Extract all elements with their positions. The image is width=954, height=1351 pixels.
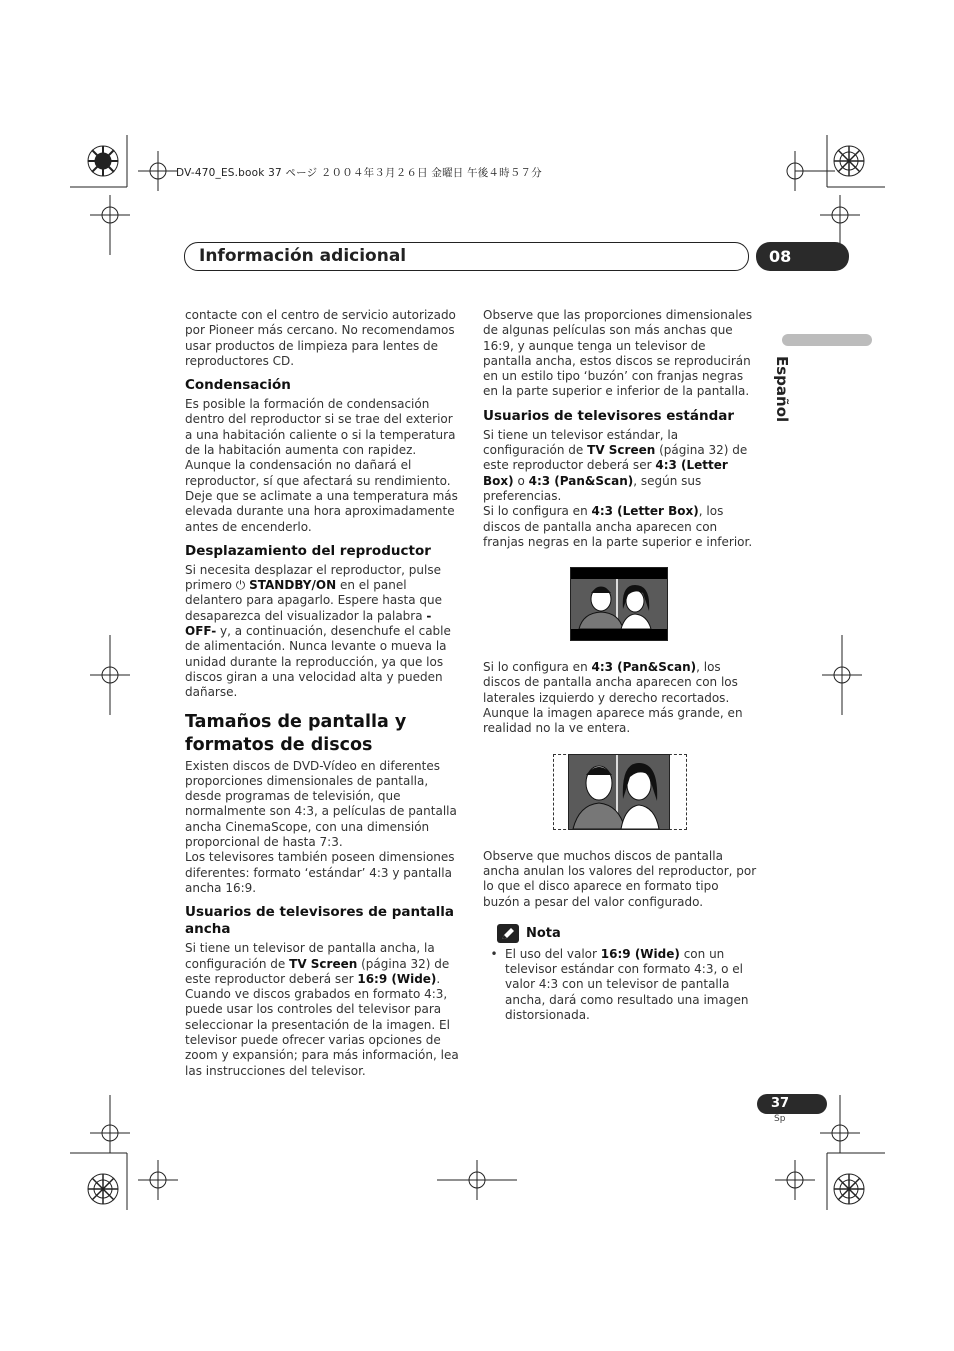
left-column — [185, 308, 460, 1079]
text-run: Si lo configura en — [483, 504, 588, 519]
paragraph-intro: contacte con el centro de servicio autorizado por Pioneer más cercano. No recomendamos usar productos de limpieza para lentes de reproductores CD. — [185, 308, 456, 368]
text-run: o — [517, 473, 525, 488]
registration-mark-left-mid — [90, 635, 130, 715]
note-list-item — [483, 947, 757, 1023]
tv-screen-label: TV Screen — [289, 956, 358, 971]
panscan-label: 4:3 (Pan&Scan) — [591, 660, 697, 675]
paragraph-condensacion: Es posible la formación de condensación dentro del reproductor si se trae del exterior a una habitación caliente o si la temperatura de la habitación aumenta con rapidez. Aunque la condensación no dañará el reproductor, sí que afectará su rendimiento. Deje que se aclimate a una temperatura más elevada durante una hora aproximadamente antes de encenderlo. — [185, 397, 458, 534]
chapter-number-badge: 08 — [756, 242, 849, 271]
page-number: 37 — [757, 1094, 827, 1114]
text-run: y, a continuación, desenchufe el cable de alimentación. Nunca levante o mueva la unidad durante la reproducción, ya que los discos giran a una velocidad alta y pueden dañarse. — [185, 624, 451, 700]
note-title: Nota — [526, 925, 561, 941]
language-label — [769, 356, 799, 436]
paragraph-pantalla-ancha-2: Cuando ve discos grabados en formato 4:3, puede usar los controles del televisor para seleccionar la presentación de la imagen. El televisor puede ofrecer varias opciones de zoom y expansión; para más información, lea las instrucciones del televisor. — [185, 987, 459, 1078]
heading-estandar: Usuarios de televisores estándar — [483, 407, 735, 424]
paragraph-tamanos-1: Existen discos de DVD-Vídeo en diferentes proporciones dimensionales de pantalla, desde programas de televisión, que normalmente son 4:3, a películas de pantalla ancha CinemaScope, con una dimensión proporcional de hasta 7:3. — [185, 758, 457, 850]
text-run: Si lo configura en — [483, 660, 588, 675]
print-header: DV-470_ES.book 37 ページ ２００４年３月２６日 金曜日 午後４時５７分 — [176, 167, 542, 179]
paragraph-estandar — [483, 428, 757, 504]
letterbox-label: 4:3 (Letter Box) — [591, 504, 699, 519]
panscan-illustration — [553, 754, 687, 830]
screen-frame — [568, 754, 670, 830]
power-icon: ⏻ — [235, 578, 246, 593]
paragraph-pantalla-ancha — [185, 941, 460, 987]
registration-mark-right-mid — [822, 635, 862, 715]
heading-desplazamiento: Desplazamiento del reproductor — [185, 542, 431, 559]
section-title-tamanos: Tamaños de pantalla y formatos de discos — [185, 711, 407, 755]
registration-mark-top-left — [70, 135, 210, 255]
letterbox-illustration — [570, 567, 668, 641]
text-run: , los discos de pantalla ancha aparecen con franjas negras en la parte superior e inferior. — [483, 504, 753, 549]
text-run: El uso del valor — [505, 946, 597, 961]
language-label-text: Español — [773, 356, 791, 423]
text-run: , los discos de pantalla ancha aparecen con los laterales izquierdo y derecho recortados. Aunque la imagen aparece más grande, en realidad no la ve entera. — [483, 660, 743, 736]
registration-mark-bottom-left — [70, 1095, 210, 1215]
text-run: Si tiene un televisor estándar, la configuración de — [483, 427, 679, 458]
pencil-note-icon — [497, 924, 519, 943]
standby-label: STANDBY/ON — [249, 578, 337, 593]
couple-image — [571, 579, 667, 629]
registration-mark-top-right — [755, 135, 885, 255]
letterbox-label: 4:3 (Letter Box) — [483, 458, 728, 488]
paragraph-letterbox — [483, 504, 757, 550]
paragraph-anulan: Observe que muchos discos de pantalla ancha anulan los valores del reproductor, por lo que el disco aparece en formato tipo buzón a pesar del valor configurado. — [483, 848, 757, 909]
registration-mark-bottom-center — [437, 1160, 517, 1200]
note-header — [497, 924, 757, 943]
paragraph-panscan — [483, 660, 757, 736]
wide-label: 16:9 (Wide) — [357, 971, 437, 986]
note-text — [505, 947, 757, 1023]
text-run: , según sus preferencias. — [483, 473, 702, 503]
paragraph-observe: Observe que las proporciones dimensionales de algunas películas son más anchas que 16:9, y aunque tenga un televisor de pantalla ancha, estos discos se reproducirán en un estilo tipo ‘buzón’ con franjas negras en la parte superior e inferior de la pantalla. — [483, 308, 753, 399]
wide-label: 16:9 (Wide) — [600, 946, 680, 961]
text-run: Si necesita desplazar el reproductor, pulse primero — [185, 562, 441, 593]
right-column — [483, 308, 757, 1023]
chapter-title: Información adicional — [199, 246, 407, 266]
text-run: (página 32) de este reproductor deberá ser — [483, 443, 748, 473]
text-run: con un televisor estándar con formato 4:3, o el valor 4:3 con un televisor de pantalla ancha, dará como resultado una imagen distorsionada. — [505, 946, 749, 1023]
text-run: (página 32) de este reproductor deberá ser — [185, 956, 450, 986]
language-tab — [782, 334, 872, 346]
couple-image — [569, 755, 669, 829]
tv-screen-label: TV Screen — [587, 443, 656, 458]
text-run: en el panel delantero para apagarlo. Espere hasta que desaparezca del visualizador la palabra — [185, 578, 442, 623]
paragraph-desplazamiento — [185, 563, 460, 701]
paragraph-tamanos-2: Los televisores también poseen dimensiones diferentes: formato ‘estándar’ 4:3 y pantalla ancha 16:9. — [185, 850, 455, 895]
heading-condensacion: Condensación — [185, 377, 291, 394]
text-run: Si tiene un televisor de pantalla ancha, la configuración de — [185, 941, 435, 971]
page-language-code: Sp — [774, 1114, 786, 1124]
off-label: -OFF- — [185, 608, 432, 639]
text-run: . — [436, 971, 441, 986]
bullet-icon: • — [490, 946, 498, 961]
heading-pantalla-ancha: Usuarios de televisores de pantalla ancha — [185, 904, 455, 938]
panscan-label: 4:3 (Pan&Scan) — [528, 473, 634, 488]
